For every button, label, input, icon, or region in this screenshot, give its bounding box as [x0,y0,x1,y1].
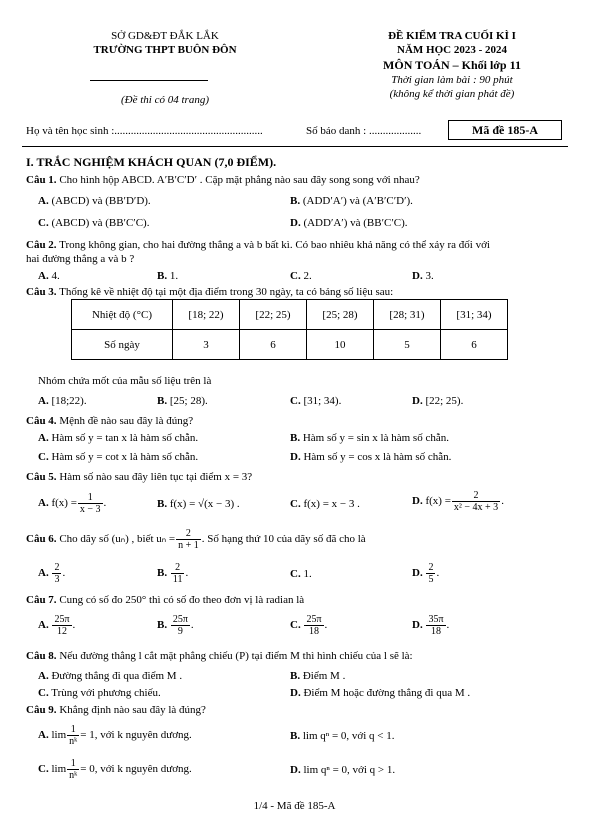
q5-a-fraction [78,492,103,515]
q5-option-c[interactable]: C. f(x) = x − 3 . [290,498,360,510]
q7-d-fraction [426,614,445,637]
q6-option-b[interactable]: B. $\frac{2}{11}$ . [157,562,189,585]
q9-option-b[interactable]: B. lim qⁿ = 0, với q < 1. [290,730,395,742]
q2-option-a[interactable]: A. 4. [38,270,60,282]
time-note: (không kể thời gian phát đề) [389,88,515,100]
q5-a-prefix: A. f(x) = [38,497,77,510]
q1-option-c[interactable]: C. (ABCD) và (BB′C′C). [38,217,150,229]
temperature-table [71,299,508,360]
q1-option-a[interactable]: A. (ABCD) và (BB′D′D). [38,195,151,207]
table-cell: 6 [240,330,307,360]
student-id-field[interactable]: Số báo danh : ................... [306,125,422,137]
q6-option-a[interactable]: A. $\frac{2}{3}$ . [38,562,66,585]
q9-text: Khẳng định nào sau đây là đúng? [56,704,206,716]
exam-time: Thời gian làm bài : 90 phút [391,74,513,86]
q5-d-prefix: D. f(x) = [412,495,451,508]
q4-option-a[interactable]: A. Hàm số y = tan x là hàm số chẵn. [38,432,199,444]
subject: MÔN TOÁN – Khối lớp 11 [383,58,521,72]
info-divider [22,146,568,147]
q7-c-fraction [304,614,323,637]
table-cell: [18; 22) [173,300,240,330]
exam-title: ĐỀ KIỂM TRA CUỐI KÌ I [388,30,516,42]
fraction-denominator: 12 [56,626,67,637]
exam-code-box: Mã đề 185-A [448,120,562,140]
q2-text-line2: hai đường thẳng a và b ? [26,253,135,265]
q8-text: Nếu đường thẳng l cắt mặt phẳng chiếu (P) tại điểm M thì hình chiếu của l sẽ là: [56,650,413,662]
q7-option-d[interactable]: D. $\frac{35\pi}{18}$ . [412,614,450,637]
q3-text: Thống kê về nhiệt độ tại một địa điểm trong 30 ngày, ta có bảng số liệu sau: [56,286,394,298]
question-7 [26,594,304,607]
fraction-numerator: 25π [172,614,188,625]
fraction-denominator: nᵏ [69,736,78,747]
fraction-denominator: 5 [428,574,434,585]
q1-label: Câu 1. [26,174,57,186]
q1-text: Cho hình hộp ABCD. A′B′C′D′ . Cặp mặt phẳng nào sau đây song song với nhau? [56,174,420,186]
fraction-denominator: 18 [308,626,319,637]
question-2 [26,239,566,252]
q8-option-a[interactable]: A. Đường thẳng đi qua điểm M . [38,670,183,682]
q1-option-d[interactable]: D. (ADD′A′) và (BB′C′C). [290,217,408,229]
table-header-cell: Nhiệt độ (°C) [72,300,173,330]
fraction-denominator: n + 1 [178,540,199,551]
q9-a-fraction [67,724,79,747]
q3-option-d[interactable]: D. [22; 25). [412,395,464,407]
table-cell: 5 [374,330,441,360]
q8-option-c[interactable]: C. Trùng với phương chiếu. [38,687,161,699]
q8-option-d[interactable]: D. Điểm M hoặc đường thẳng đi qua M . [290,687,471,699]
fraction-denominator: 11 [172,574,183,585]
header-divider [90,80,208,81]
q4-option-c[interactable]: C. Hàm số y = cot x là hàm số chẵn. [38,451,199,463]
q9-a-suffix: = 1, với k nguyên dương. [80,729,192,742]
q6-d-fraction [426,562,435,585]
q9-option-d[interactable]: D. lim qⁿ = 0, với q > 1. [290,764,396,776]
school-name: TRƯỜNG THPT BUÔN ĐÔN [93,44,237,56]
q6-text-post: . Số hạng thứ 10 của dãy số đã cho là [201,533,366,546]
q9-option-a[interactable] [38,724,192,747]
q9-label: Câu 9. [26,704,57,716]
q7-b-fraction [171,614,190,637]
table-cell: [22; 25) [240,300,307,330]
q5-option-d[interactable]: D. f(x) = $\frac{2}{\text{x² − 4x + 3}}$ . [412,490,504,513]
table-cell: 10 [307,330,374,360]
q2-option-b[interactable]: B. 1. [157,270,179,282]
question-4 [26,415,193,428]
q5-option-a[interactable]: A. f(x) = $\frac{1}{x - 3}$ . [38,492,107,515]
q3-option-c[interactable]: C. [31; 34). [290,395,342,407]
q2-option-d[interactable]: D. 3. [412,270,434,282]
student-name-field[interactable]: Họ và tên học sinh :...................................................... [26,125,263,137]
q6-option-d[interactable]: D. $\frac{2}{5}$ . [412,562,440,585]
question-9 [26,704,206,717]
q2-option-c[interactable]: C. 2. [290,270,312,282]
question-3 [26,286,393,299]
fraction-numerator: 25π [54,614,70,625]
q9-a-prefix: A. lim [38,729,67,742]
q6-option-c[interactable]: C. 1. [290,568,312,580]
question-6 [26,528,366,551]
fraction-denominator: x² − 4x + 3 [453,502,499,513]
school-year: NĂM HỌC 2023 - 2024 [397,44,507,56]
department: SỞ GD&ĐT ĐẮK LẮK [111,30,219,42]
q7-label: Câu 7. [26,594,57,606]
section-title: I. TRẮC NGHIỆM KHÁCH QUAN (7,0 ĐIỂM). [26,155,277,169]
q1-option-b[interactable]: B. (ADD′A′) và (A′B′C′D′). [290,195,413,207]
q9-c-prefix: C. lim [38,763,67,776]
pages-note: (Đề thi có 04 trang) [121,94,209,106]
table-cell: 3 [173,330,240,360]
q9-option-c[interactable] [38,758,192,781]
table-cell: [31; 34) [441,300,508,330]
fraction-numerator: 1 [67,758,79,770]
fraction-denominator: nᵏ [69,770,78,781]
table-cell: [28; 31) [374,300,441,330]
q5-option-b[interactable]: B. f(x) = √(x − 3) . [157,498,240,510]
fraction-denominator: 3 [54,574,60,585]
q3-prompt: Nhóm chứa mốt của mẫu số liệu trên là [38,375,212,387]
q3-option-a[interactable]: A. [18;22). [38,395,87,407]
fraction-numerator: 1 [67,724,79,736]
fraction-numerator: 35π [428,614,444,625]
q6-label: Câu 6. [26,533,57,546]
q4-text: Mệnh đề nào sau đây là đúng? [56,415,194,427]
q3-option-b[interactable]: B. [25; 28). [157,395,208,407]
fraction-numerator: 2 [54,562,60,573]
q7-option-b[interactable]: B. $\frac{25\pi}{9}$ . [157,614,194,637]
q7-a-fraction [52,614,71,637]
q7-text: Cung có số đo 250° thì có số đo theo đơn vị là radian là [56,594,305,606]
table-cell: [25; 28) [307,300,374,330]
q4-option-d[interactable]: D. Hàm số y = cos x là hàm số chẵn. [290,451,452,463]
q6-text-pre: Cho dãy số (uₙ) , biết uₙ = [56,533,176,546]
fraction-denominator: 9 [177,626,183,637]
q2-label: Câu 2. [26,239,57,251]
fraction-numerator: 2 [176,528,201,540]
q8-label: Câu 8. [26,650,57,662]
table-cell: 6 [441,330,508,360]
page-footer: 1/4 - Mã đề 185-A [253,800,336,812]
fraction-numerator: 25π [306,614,322,625]
table-row [72,300,508,330]
q9-c-suffix: = 0, với k nguyên dương. [80,763,192,776]
table-row [72,330,508,360]
q5-label: Câu 5. [26,471,57,483]
q4-label: Câu 4. [26,415,57,427]
q2-text: Trong không gian, cho hai đường thẳng a và b bất kì. Có bao nhiêu khả năng có thể xảy ra đối với [56,239,490,251]
q8-option-b[interactable]: B. Điểm M . [290,670,346,682]
question-1 [26,174,420,187]
fraction-denominator: x − 3 [79,504,101,515]
fraction-numerator: 2 [452,490,500,502]
q6-a-fraction [52,562,61,585]
q5-text: Hàm số nào sau đây liên tục tại điểm x = 3? [56,471,253,483]
q5-d-fraction [452,490,500,513]
q7-option-c[interactable]: C. $\frac{25\pi}{18}$ . [290,614,328,637]
q9-c-fraction [67,758,79,781]
fraction-denominator: 18 [430,626,441,637]
q6-b-fraction [171,562,185,585]
table-header-cell: Số ngày [72,330,173,360]
fraction-numerator: 2 [171,562,185,574]
q6-fraction [176,528,201,551]
question-5 [26,471,252,484]
q3-label: Câu 3. [26,286,57,298]
question-8 [26,650,413,663]
fraction-numerator: 1 [78,492,103,504]
q4-option-b[interactable]: B. Hàm số y = sin x là hàm số chẵn. [290,432,449,444]
q7-option-a[interactable]: A. $\frac{25\pi}{12}$ . [38,614,76,637]
fraction-numerator: 2 [428,562,434,573]
